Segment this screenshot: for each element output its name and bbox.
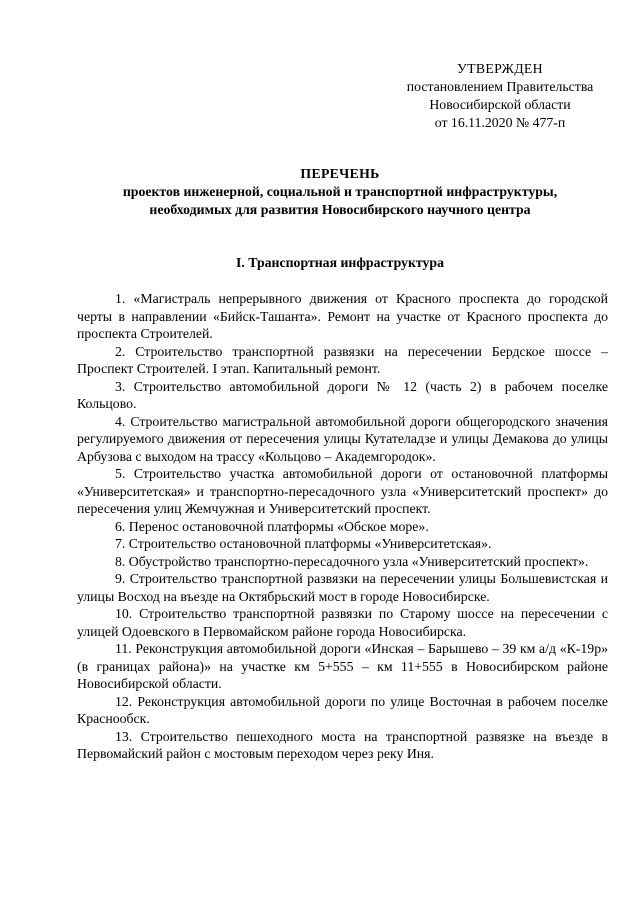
items-list [77,290,608,763]
list-item: 5. Строительство участка автомобильной дороги от остановочной платформы «Университетская» и транспортно-пересадочного узла «Университетский проспект» до пересечения улиц Жемчужная и Университетский проспект. [77,466,608,516]
list-item: 1. «Магистраль непрерывного движения от Красного проспекта до городской черты в направлении «Бийск-Ташанта». Ремонт на участке от Красного проспекта до проспекта Строителей. [77,291,608,341]
list-item: 9. Строительство транспортной развязки на пересечении улицы Большевистская и улицы Восход на въезде на Октябрьский мост в городе Новосибирске. [77,571,608,604]
list-item: 4. Строительство магистральной автомобильной дороги общегородского значения регулируемого движения от пересечения улицы Кутателадзе и улицы Демакова до улицы Арбузова с выходом на трассу «Кольцово – Академгородок». [77,413,608,464]
list-item: 8. Обустройство транспортно-пересадочного узла «Университетский проспект». [115,553,589,569]
title-line-2: необходимых для развития Новосибирского научного центра [149,202,531,217]
title-line-1: проектов инженерной, социальной и транспортной инфраструктуры, [122,184,558,199]
list-item: 6. Перенос остановочной платформы «Обское море». [115,518,429,534]
document-title [60,165,620,219]
list-item: 10. Строительство транспортной развязки по Старому шоссе на пересечении с улицей Одоевского в Первомайском районе города Новосибирска. [77,606,608,639]
list-item: 13. Строительство пешеходного моста на транспортной развязке на въезде в Первомайский район с мостовым переходом через реку Иня. [77,728,608,761]
section-heading: I. Транспортная инфраструктура [236,255,444,270]
list-item: 7. Строительство остановочной платформы «Университетская». [115,536,492,551]
approval-heading: УТВЕРЖДЕН [457,61,543,76]
title-heading: ПЕРЕЧЕНЬ [300,166,380,181]
list-item: 2. Строительство транспортной развязки на пересечении Бердское шоссе – Проспект Строителей. I этап. Капитальный ремонт. [77,343,608,376]
approval-line-3: от 16.11.2020 № 477-п [434,115,566,130]
list-item: 11. Реконструкция автомобильной дороги «Инская – Барышево – 39 км а/д «К-19р» (в границах района)» на участке км 5+555 – км 11+555 в Новосибирском районе Новосибирской области. [77,641,608,691]
list-item: 3. Строительство автомобильной дороги № 12 (часть 2) в рабочем поселке Кольцово. [77,378,608,411]
list-item: 12. Реконструкция автомобильной дороги по улице Восточная в рабочем поселке Краснообск. [77,693,608,726]
approval-stamp [380,60,620,132]
approval-line-1: постановлением Правительства [406,79,594,94]
approval-line-2: Новосибирской области [429,97,571,112]
